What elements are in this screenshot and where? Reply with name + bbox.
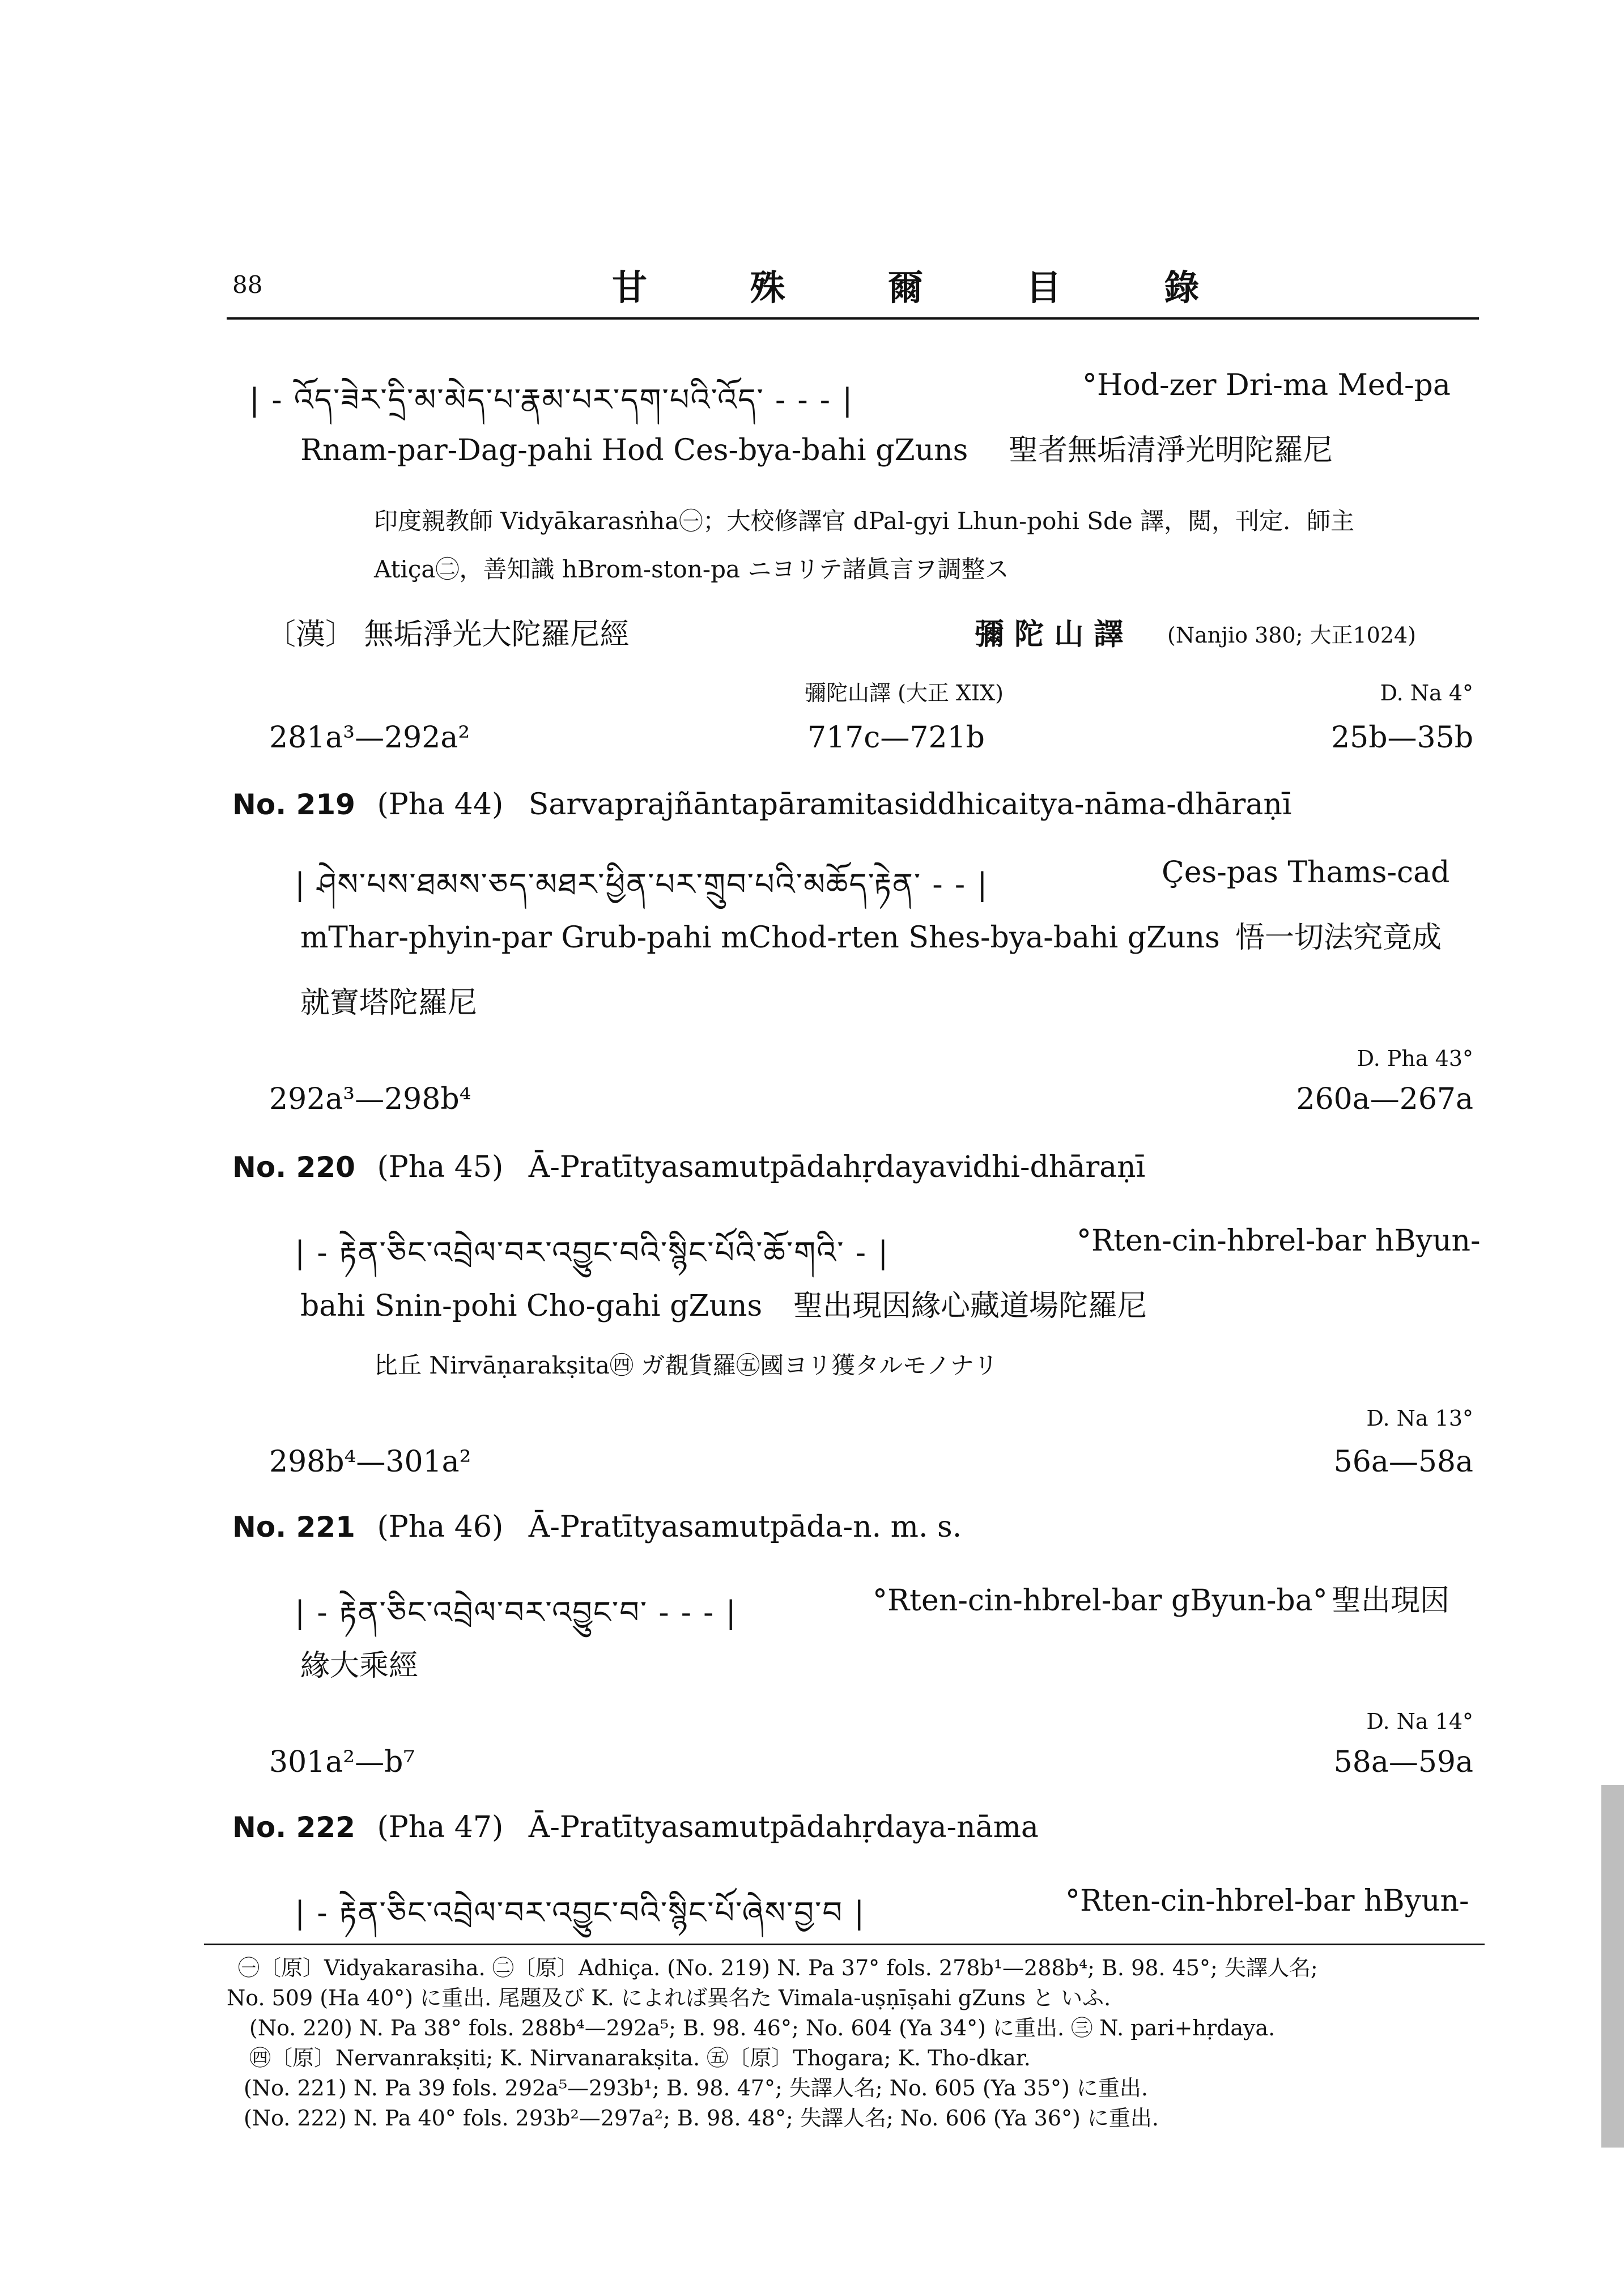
folio-range: 281a³—292a² (269, 721, 470, 755)
sanskrit-title: Sarvaprajñāntapāramitasiddhicaitya-nāma-dhāraṇī (528, 788, 1292, 822)
kanji-title: 聖出現因 (1332, 1584, 1450, 1618)
tibetan-title: | ཤེས་པས་ཐམས་ཅད་མཐར་ཕྱིན་པར་གྲུབ་པའི་མཆོད་རྟེན་ - - | (295, 866, 989, 902)
column-label-right: D. Na 4° (1380, 681, 1473, 705)
title-romanized: °Rten-cin-hbrel-bar hByun- (1077, 1224, 1481, 1258)
pha-ref: (Pha 45) (377, 1150, 504, 1184)
han-version: 〔漢〕 無垢淨光大陀羅尼經 (266, 618, 630, 652)
column-label-right: D. Na 14° (1366, 1709, 1473, 1734)
title-romanized: Çes-pas Thams-cad (1162, 856, 1450, 890)
pha-ref: (Pha 46) (377, 1510, 504, 1544)
footnote-line: (No. 220) N. Pa 38° fols. 288b⁴—292a⁵; B. 98. 46°; No. 604 (Ya 34°) に重出. ㊂ N. pari+hṛdaya. (249, 2016, 1276, 2040)
kanji-title: 緣大乘經 (300, 1649, 419, 1683)
folio-range: 292a³—298b⁴ (269, 1082, 471, 1116)
sanskrit-title: Ā-Pratītyasamutpādahṛdaya-nāma (528, 1810, 1039, 1844)
scan-edge-shadow (1601, 1785, 1624, 2148)
entry-number: No. 219 (232, 788, 355, 821)
footnote-line: ㊃〔原〕Nervanrakṣiti; K. Nirvanarakṣita. ㊄〔原〕Thogara; K. Tho-dkar. (249, 2046, 1031, 2070)
tibetan-title: | - འོད་ཟེར་དྲི་མ་མེད་པ་རྣམ་པར་དག་པའི་འོད་ - - - | (249, 382, 854, 418)
folio-range: 56a—58a (1333, 1445, 1473, 1479)
page-number: 88 (232, 271, 263, 299)
column-label-right: D. Na 13° (1366, 1406, 1473, 1431)
translator-note: 比丘 Nirvāṇarakṣita㊃ ガ覩貨羅㊄國ヨリ獲タルモノナリ (374, 1351, 998, 1379)
footnote-line: (No. 222) N. Pa 40° fols. 293b²—297a²; B. 98. 48°; 失譯人名; No. 606 (Ya 36°) に重出. (244, 2106, 1159, 2131)
footnote-line: No. 509 (Ha 40°) に重出. 尾題及び K. によれば異名た Vimala-uṣṇīṣahi gZuns と いふ. (227, 1985, 1111, 2010)
entry-number: No. 222 (232, 1811, 355, 1844)
title-romanized: °Hod-zer Dri-ma Med-pa (1082, 368, 1451, 402)
folio-range: 25b—35b (1331, 721, 1473, 755)
pha-ref: (Pha 47) (377, 1810, 504, 1844)
header-rule (227, 317, 1479, 320)
footnote-rule (204, 1944, 1485, 1945)
kanji-title: 就寶塔陀羅尼 (300, 986, 478, 1020)
title-romanized: °Rten-cin-hbrel-bar gByun-ba° (873, 1584, 1328, 1618)
pha-ref: (Pha 44) (377, 788, 504, 822)
column-label-right: D. Pha 43° (1357, 1046, 1473, 1071)
translator-note: 印度親教師 Vidyākarasṅha㊀；大校修譯官 dPal-gyi Lhun-pohi Sde 譯，閲，刊定．師主 (374, 507, 1355, 535)
entry-number: No. 221 (232, 1511, 355, 1544)
footnote-line: ㊀〔原〕Vidyakarasiha. ㊁〔原〕Adhiça. (No. 219) N. Pa 37° fols. 278b¹—288b⁴; B. 98. 45°; 失譯人名; (238, 1955, 1318, 1980)
han-translator: 彌 陀 山 譯 (975, 617, 1124, 652)
kanji-title: 聖出現因緣心藏道場陀羅尼 (793, 1289, 1147, 1323)
column-label-mid: 彌陀山譯 (大正 XIX) (805, 681, 1004, 705)
title-romanized: °Rten-cin-hbrel-bar hByun- (1065, 1884, 1469, 1918)
sanskrit-title: Ā-Pratītyasamutpādahṛdayavidhi-dhāraṇī (528, 1150, 1146, 1184)
title-romanized: mThar-phyin-par Grub-pahi mChod-rten Shes-bya-bahi gZuns (300, 921, 1220, 955)
title-romanized: bahi Snin-pohi Cho-gahi gZuns (300, 1289, 763, 1323)
folio-range: 717c—721b (807, 721, 985, 755)
kanji-title: 聖者無垢清淨光明陀羅尼 (1009, 433, 1333, 467)
entry-heading (232, 1510, 962, 1544)
entry-heading (232, 1810, 1039, 1844)
kanji-title: 悟一切法究竟成 (1235, 921, 1442, 955)
folio-range: 58a—59a (1333, 1745, 1473, 1779)
title-romanized: Rnam-par-Dag-pahi Hod Ces-bya-bahi gZuns (300, 433, 968, 467)
han-reference: (Nanjio 380; 大正1024) (1167, 623, 1417, 648)
tibetan-title: | - རྟེན་ཅིང་འབྲེལ་བར་འབྱུང་བའི་སྙིང་པོ་ཞེས་བྱ་བ | (295, 1895, 866, 1931)
footnote-line: (No. 221) N. Pa 39 fols. 292a⁵—293b¹; B. 98. 47°; 失譯人名; No. 605 (Ya 35°) に重出. (244, 2076, 1149, 2101)
folio-range: 260a—267a (1296, 1082, 1473, 1116)
entry-heading (232, 788, 1292, 822)
folio-range: 301a²—b⁷ (269, 1745, 415, 1779)
translator-note: Atiça㊁，善知識 hBrom-ston-pa ニヨリテ諸眞言ヲ調整ス (374, 555, 1009, 583)
tibetan-title: | - རྟེན་ཅིང་འབྲེལ་བར་འབྱུང་བ་ - - - | (295, 1595, 737, 1630)
folio-range: 298b⁴—301a² (269, 1445, 471, 1479)
page-title: 甘 殊 爾 目 錄 (612, 267, 1245, 308)
entry-heading (232, 1150, 1145, 1184)
sanskrit-title: Ā-Pratītyasamutpāda-n. m. s. (528, 1510, 962, 1544)
tibetan-title: | - རྟེན་ཅིང་འབྲེལ་བར་འབྱུང་བའི་སྙིང་པོའི་ཆོ་གའི་ - | (295, 1235, 890, 1270)
entry-number: No. 220 (232, 1151, 355, 1184)
